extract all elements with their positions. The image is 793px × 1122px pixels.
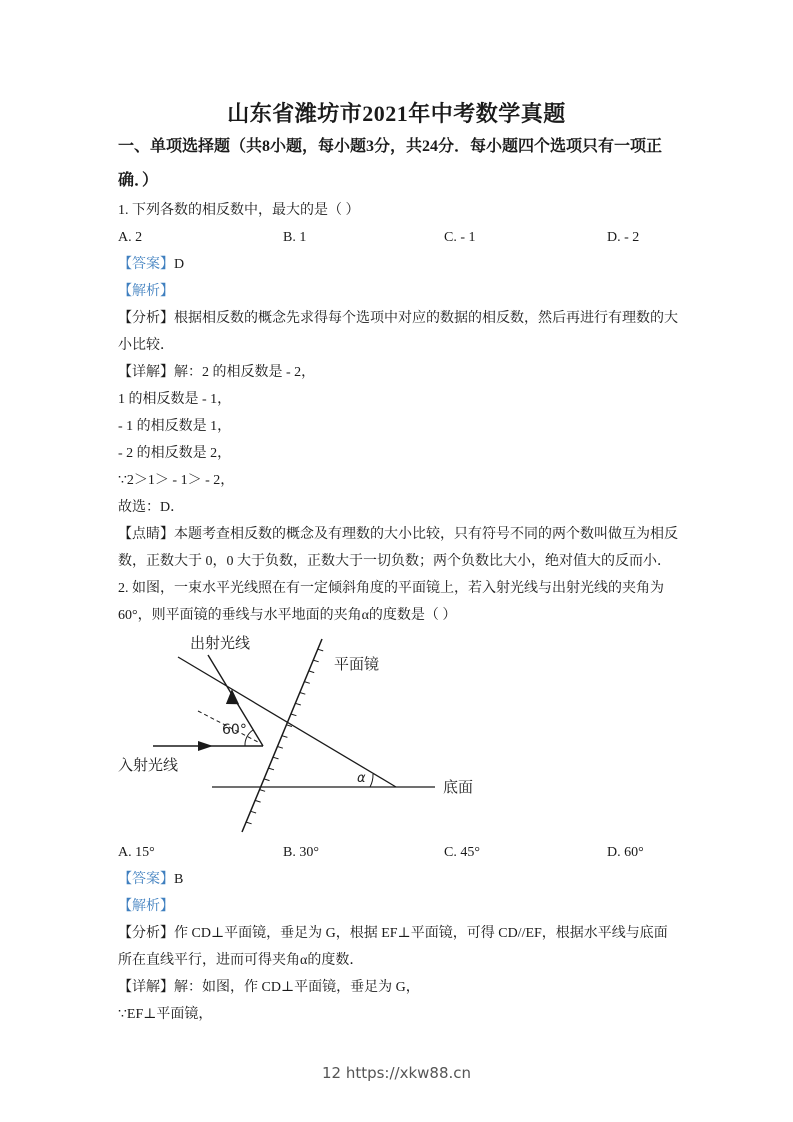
q1-fenxi-2: 小比较． [118,338,174,353]
label-ground: 底面 [443,778,474,796]
fenxi-tag: 【分析】 [118,311,174,326]
q1-dianjing-2: 数，正数大于 0，0 大于负数，正数大于一切负数；两个负数比大小，绝对值大的反而小． [118,554,671,569]
xiangjie-text: 解：如图，作 CD⊥平面镜，垂足为 G， [174,980,420,995]
q1-answer [118,255,184,275]
mirror-reflection-figure [110,630,490,840]
q1-option-b: B. 1 [283,230,307,245]
fenxi-tag: 【分析】 [118,926,174,941]
fenxi-text: 作 CD⊥平面镜，垂足为 G，根据 EF⊥平面镜，可得 CD//EF，根据水平线与底面 [174,926,668,941]
label-mirror: 平面镜 [334,655,380,673]
q1-option-c: C. - 1 [444,230,476,245]
q1-dianjing-1 [118,525,678,545]
q2-option-a: A. 15° [118,845,155,860]
slanted-line [178,657,396,787]
page-title: 山东省潍坊市2021年中考数学真题 [227,101,566,126]
q1-stem: 1. 下列各数的相反数中，最大的是（ ） [118,203,360,218]
analysis-tag: 【解析】 [118,899,174,914]
q2-answer [118,870,183,890]
q2-fenxi-1 [118,924,668,944]
q1-analysis-tag [118,282,174,302]
angle-alpha-arc [370,774,373,787]
answer-value: D [174,257,185,272]
q1-step: 故选：D． [118,500,185,515]
page-footer: 12 https://xkw88.cn [321,1064,472,1082]
q1-step: 1 的相反数是 - 1， [118,392,232,407]
label-outgoing-ray: 出射光线 [190,634,251,652]
q1-step: ∵2＞1＞ - 1＞ - 2， [118,473,235,488]
section-heading: 一、单项选择题（共8小题，每小题3分，共24分．每小题四个选项只有一项正确．） [118,138,663,189]
label-60-degrees: 60° [222,722,247,738]
q2-stem-1: 2. 如图，一束水平光线照在有一定倾斜角度的平面镜上，若入射光线与出射光线的夹角为 [118,581,664,596]
figure-lines [110,630,490,840]
fenxi-text: 根据相反数的概念先求得每个选项中对应的数据的相反数，然后再进行有理数的大 [174,311,678,326]
q1-option-a: A. 2 [118,230,143,245]
q1-fenxi-1 [118,309,678,329]
q2-analysis-tag [118,897,174,917]
q2-stem-2: 60°，则平面镜的垂线与水平地面的夹角α的度数是（ ） [118,608,457,623]
dianjing-tag: 【点睛】 [118,527,174,542]
label-incident-ray: 入射光线 [118,756,179,774]
q2-option-d: D. 60° [607,845,644,860]
analysis-tag: 【解析】 [118,284,174,299]
dianjing-text: 本题考查相反数的概念及有理数的大小比较，只有符号不同的两个数叫做互为相反 [174,527,678,542]
q2-step: ∵EF⊥平面镜， [118,1007,213,1022]
outgoing-arrow-icon [224,688,239,706]
xiangjie-tag: 【详解】 [118,980,174,995]
q1-step: - 2 的相反数是 2， [118,446,232,461]
q2-xiangjie-1 [118,978,420,998]
answer-value: B [174,872,184,887]
q1-option-d: D. - 2 [607,230,640,245]
q1-step: - 1 的相反数是 1， [118,419,232,434]
q2-fenxi-2: 所在直线平行，进而可得夹角α的度数． [118,953,364,968]
xiangjie-tag: 【详解】 [118,365,174,380]
incident-arrow-icon [198,741,213,751]
label-alpha: α [357,771,366,786]
q1-xiangjie-1 [118,363,315,383]
q2-option-b: B. 30° [283,845,319,860]
q2-option-c: C. 45° [444,845,480,860]
answer-tag: 【答案】 [118,872,174,887]
answer-tag: 【答案】 [118,257,174,272]
xiangjie-text: 解：2 的相反数是 - 2， [174,365,316,380]
